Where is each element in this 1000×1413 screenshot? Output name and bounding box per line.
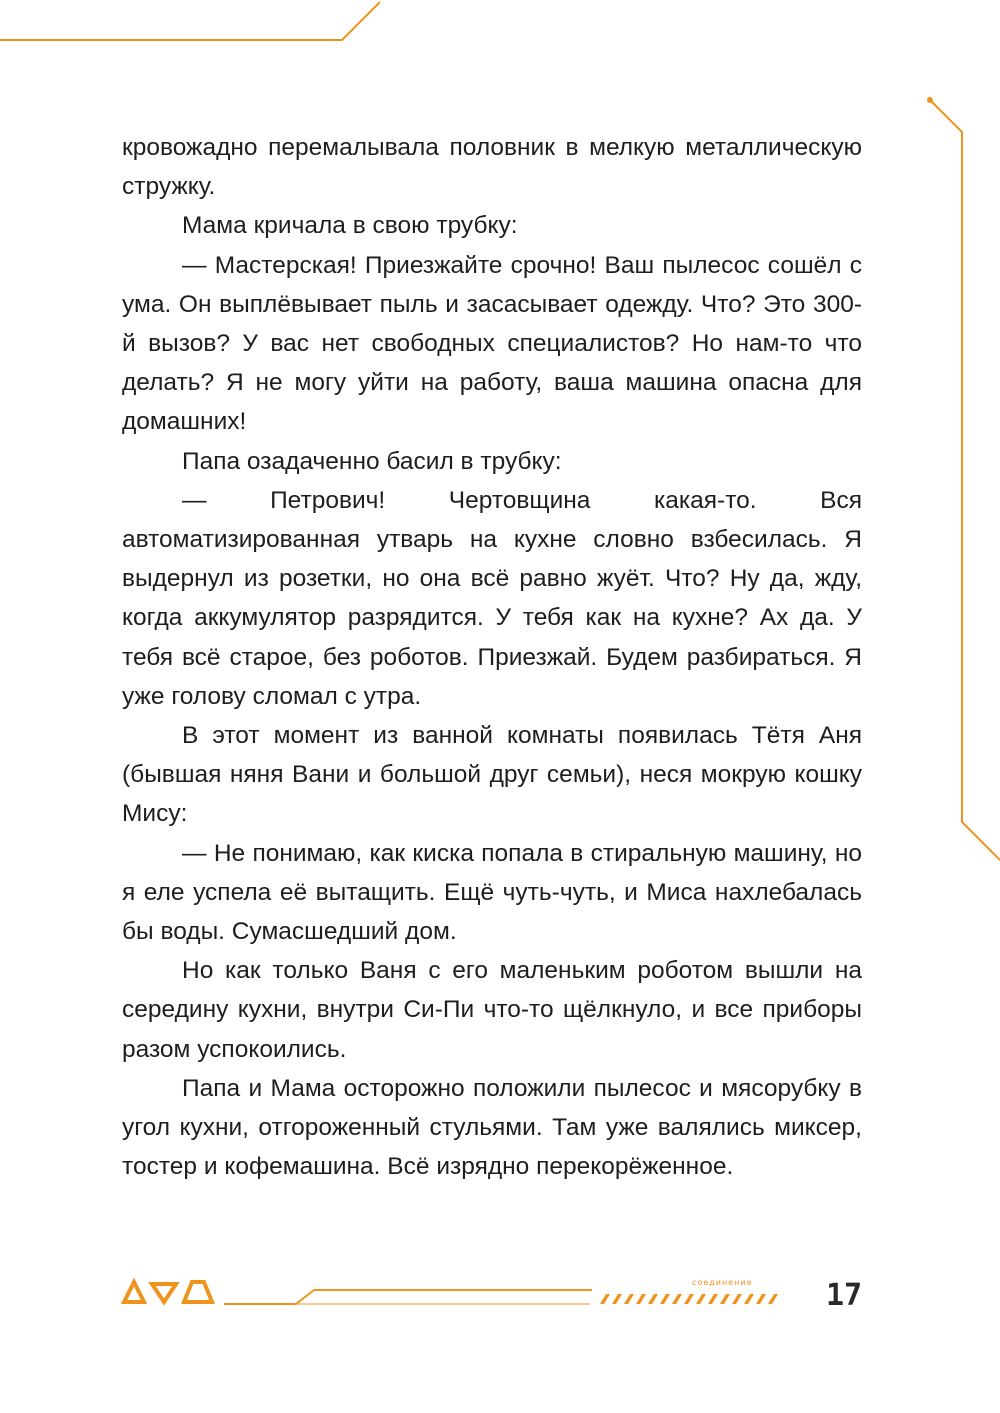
footer-logo-icon [124, 1282, 212, 1302]
paragraph: Папа озадаченно басил в трубку: [182, 447, 562, 475]
top-corner-line [0, 2, 380, 40]
right-edge-dot [927, 97, 933, 103]
paragraph: Мама кричала в свою трубку: [182, 212, 518, 240]
paragraph: — Мастерская! Приезжайте срочно! Ваш пылесос сошёл с ума. Он выплёвывает пыль и засасывает одежду. Что? Это 300-й вызов? У вас нет свободных специалистов? Но нам-то что делать? Я не могу уйти на работу, ваша машина опасна для домашних! [122, 251, 862, 436]
body-text [122, 128, 862, 1186]
right-edge-line [930, 100, 1000, 860]
page-number: 17 [826, 1278, 863, 1313]
paragraph: Папа и Мама осторожно положили пылесос и мясорубку в угол кухни, отгороженный стульями. Там уже валялись миксер, тостер и кофемашина. Всё изрядно перекорёженное. [122, 1074, 862, 1181]
paragraph: Но как только Ваня с его маленьким роботом вышли на середину кухни, внутри Си-Пи что-то щёлкнуло, и все приборы разом успокоились. [122, 957, 862, 1063]
paragraph: — Не понимаю, как киска попала в стиральную машину, но я еле успела её вытащить. Ещё чуть-чуть, и Миса нахлебалась бы воды. Сумасшедший дом. [122, 839, 862, 946]
paragraph: кровожадно перемалывала половник в мелкую металлическую стружку. [122, 134, 862, 201]
footer-stripes [600, 1294, 778, 1304]
footer-label: соединение [692, 1278, 753, 1287]
paragraph: В этот момент из ванной комнаты появилась Тётя Аня (бывшая няня Вани и большой друг семьи), неся мокрую кошку Мису: [122, 722, 862, 828]
footer-line [224, 1290, 592, 1304]
paragraph: — Петрович! Чертовщина какая-то. Вся автоматизированная утварь на кухне словно взбесилась. Я выдернул из розетки, но она всё равно жуёт. Что? Ну да, жду, когда аккумулятор разрядится. У тебя как на кухне? Ах да. У тебя всё старое, без роботов. Приезжай. Будем разбираться. Я уже голову сломал с утра. [122, 486, 862, 710]
